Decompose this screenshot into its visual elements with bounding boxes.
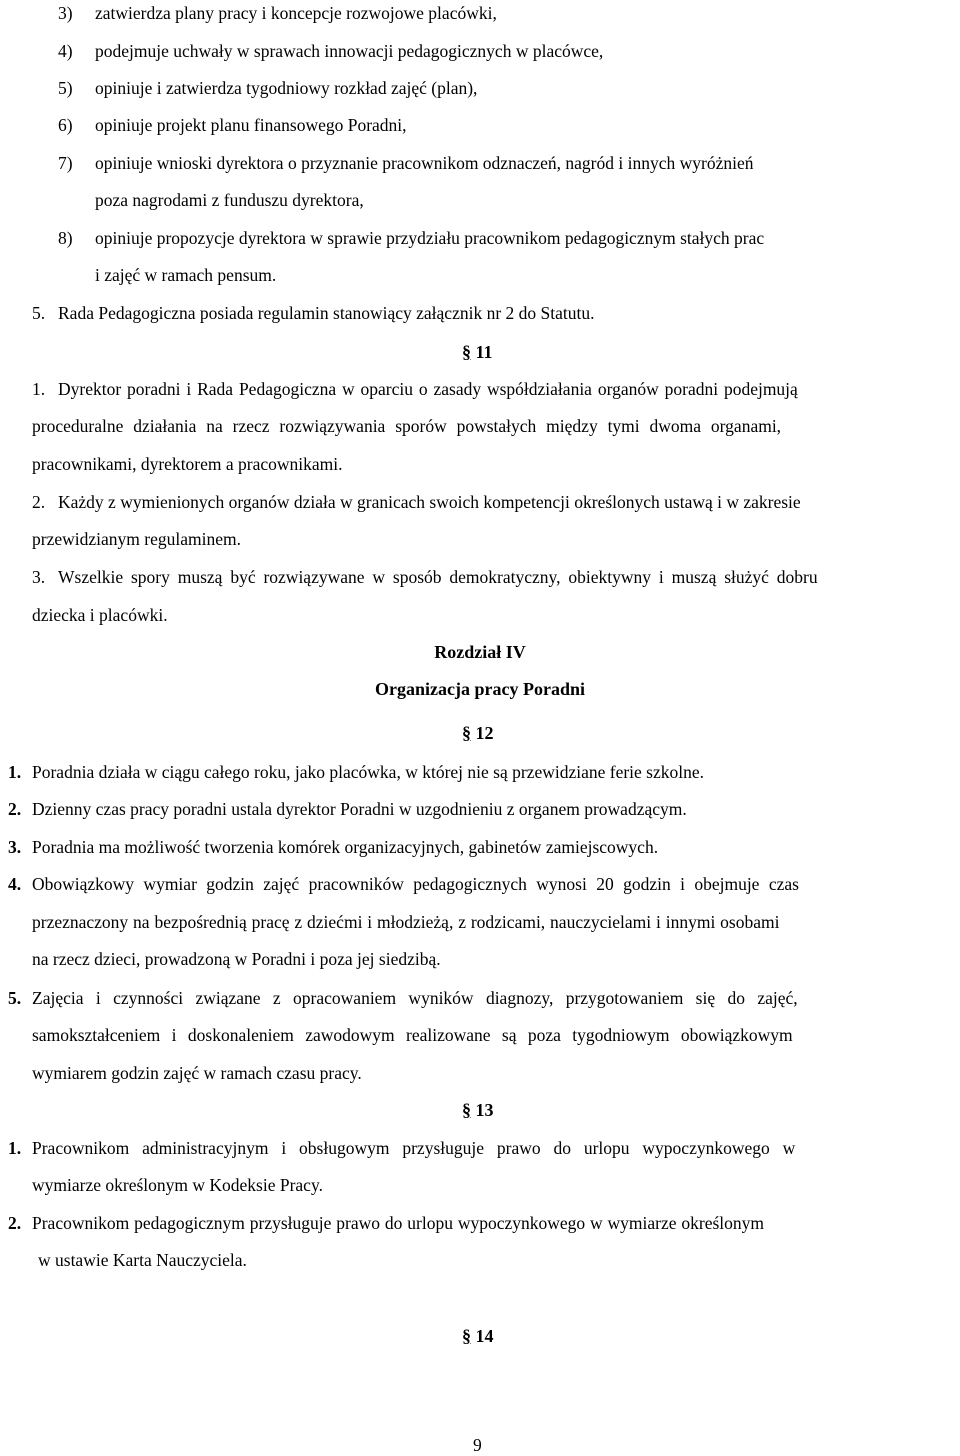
list-item-number: 4) (58, 41, 73, 61)
paragraph-number: 1. (8, 762, 22, 782)
paragraph-number: 5. (8, 988, 22, 1008)
paragraph-text: Każdy z wymienionych organów działa w granicach swoich kompetencji określonych ustawą i w zakresie (58, 492, 801, 512)
section-sign: § (462, 1100, 471, 1120)
paragraph-number: 3. (8, 837, 22, 857)
paragraph-text: wymiarem godzin zajęć w ramach czasu pracy. (32, 1063, 362, 1083)
section-number: 12 (475, 723, 494, 743)
list-item-text: opiniuje wnioski dyrektora o przyznanie pracownikom odznaczeń, nagród i innych wyróżnień (95, 153, 754, 173)
list-item-number: 6) (58, 115, 73, 135)
section-sign: § (462, 1326, 471, 1346)
list-item-text: poza nagrodami z funduszu dyrektora, (95, 190, 364, 210)
section-number: 14 (475, 1326, 494, 1346)
section-number: 13 (475, 1100, 494, 1120)
paragraph-text: Pracownikom pedagogicznym przysługuje prawo do urlopu wypoczynkowego w wymiarze określonym (32, 1213, 765, 1233)
paragraph-text: Poradnia ma możliwość tworzenia komórek organizacyjnych, gabinetów zamiejscowych. (32, 837, 659, 857)
paragraph-text: na rzecz dzieci, prowadzoną w Poradni i poza jej siedzibą. (32, 949, 441, 969)
paragraph-number: 5. (32, 303, 46, 323)
paragraph-number: 2. (8, 1213, 22, 1233)
list-item-number: 3) (58, 3, 73, 23)
paragraph-text: Dzienny czas pracy poradni ustala dyrektor Poradni w uzgodnieniu z organem prowadzącym. (32, 799, 687, 819)
section-heading-13 (462, 1099, 494, 1121)
list-item-number: 7) (58, 153, 73, 173)
paragraph-text: proceduralne działania na rzecz rozwiązywania sporów powstałych między tymi dwoma organami, (32, 416, 782, 436)
list-item-text: opiniuje propozycje dyrektora w sprawie przydziału pracownikom pedagogicznym stałych prac (95, 228, 765, 248)
paragraph-number: 3. (32, 567, 46, 587)
paragraph-number: 1. (32, 379, 46, 399)
paragraph-text: pracownikami, dyrektorem a pracownikami. (32, 454, 343, 474)
section-heading-12 (462, 722, 494, 744)
paragraph-text: Pracownikom administracyjnym i obsługowym przysługuje prawo do urlopu wypoczynkowego w (32, 1138, 796, 1158)
paragraph-text: w ustawie Karta Nauczyciela. (38, 1250, 247, 1270)
list-item-number: 5) (58, 78, 73, 98)
list-item-text: opiniuje i zatwierdza tygodniowy rozkład zajęć (plan), (95, 78, 478, 98)
paragraph-text: Poradnia działa w ciągu całego roku, jako placówka, w której nie są przewidziane ferie szkolne. (32, 762, 705, 782)
paragraph-text: Wszelkie spory muszą być rozwiązywane w sposób demokratyczny, obiektywny i muszą służyć dobru (58, 567, 818, 587)
paragraph-text: Rada Pedagogiczna posiada regulamin stanowiący załącznik nr 2 do Statutu. (58, 303, 595, 323)
list-item-number: 8) (58, 228, 73, 248)
paragraph-text: wymiarze określonym w Kodeksie Pracy. (32, 1175, 323, 1195)
page-number: 9 (473, 1435, 482, 1455)
section-sign: § (462, 723, 471, 743)
list-item-text: zatwierdza plany pracy i koncepcje rozwojowe placówki, (95, 3, 497, 23)
section-sign: § (462, 342, 471, 362)
paragraph-text: Dyrektor poradni i Rada Pedagogiczna w oparciu o zasady współdziałania organów poradni podejmują (58, 379, 798, 399)
chapter-subtitle: Organizacja pracy Poradni (375, 679, 585, 699)
section-heading-11 (462, 341, 493, 363)
section-number: 11 (475, 342, 493, 362)
section-heading-14 (462, 1325, 494, 1347)
paragraph-text: dziecka i placówki. (32, 605, 168, 625)
paragraph-number: 2. (8, 799, 22, 819)
chapter-title: Rozdział IV (434, 642, 526, 662)
paragraph-text: Zajęcia i czynności związane z opracowaniem wyników diagnozy, przygotowaniem się do zajęć, (32, 988, 798, 1008)
paragraph-text: przeznaczony na bezpośrednią pracę z dziećmi i młodzieżą, z rodzicami, nauczycielami i innymi osobami (32, 912, 780, 932)
list-item-text: podejmuje uchwały w sprawach innowacji pedagogicznych w placówce, (95, 41, 604, 61)
list-item-text: opiniuje projekt planu finansowego Poradni, (95, 115, 407, 135)
paragraph-number: 2. (32, 492, 46, 512)
paragraph-text: samokształceniem i doskonaleniem zawodowym realizowane są poza tygodniowym obowiązkowym (32, 1025, 793, 1045)
paragraph-number: 4. (8, 874, 22, 894)
paragraph-text: Obowiązkowy wymiar godzin zajęć pracowników pedagogicznych wynosi 20 godzin i obejmuje czas (32, 874, 799, 894)
list-item-text: i zajęć w ramach pensum. (95, 265, 277, 285)
paragraph-text: przewidzianym regulaminem. (32, 529, 241, 549)
paragraph-number: 1. (8, 1138, 22, 1158)
